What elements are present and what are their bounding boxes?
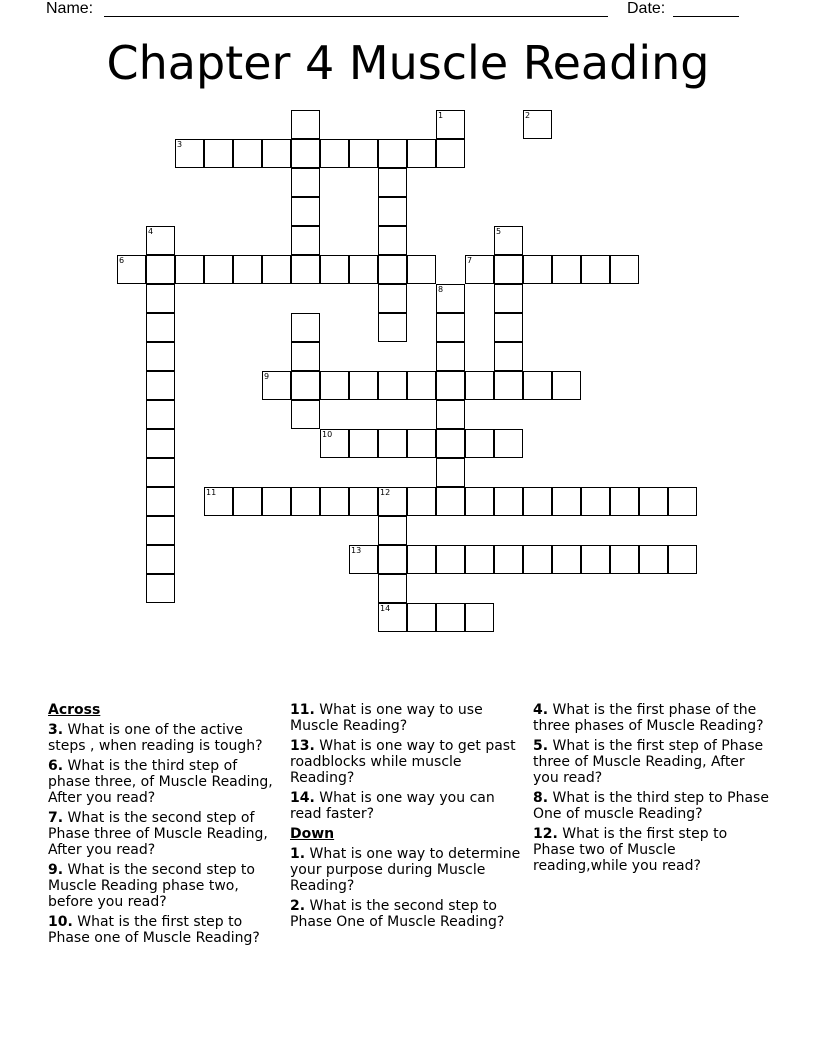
clue-number: 5 (496, 227, 502, 236)
grid-cell[interactable] (233, 139, 262, 168)
grid-cell[interactable] (494, 342, 523, 371)
clue-number: 6 (119, 256, 125, 265)
header (46, 0, 746, 20)
grid-cell[interactable] (291, 400, 320, 429)
grid-cell[interactable] (291, 197, 320, 226)
grid-cell[interactable] (407, 545, 436, 574)
grid-cell[interactable] (349, 487, 378, 516)
grid-cell[interactable] (291, 255, 320, 284)
grid-cell[interactable] (320, 371, 349, 400)
grid-cell[interactable] (204, 139, 233, 168)
clue-number: 12 (380, 488, 391, 497)
down-clue: 1. What is one way to determine your purpose during Muscle Reading? (290, 846, 521, 894)
across-clue: 6. What is the third step of phase three, of Muscle Reading, After you read? (48, 758, 273, 806)
grid-cell[interactable] (378, 255, 407, 284)
grid-cell[interactable] (494, 371, 523, 400)
grid-cell[interactable] (668, 545, 697, 574)
grid-cell[interactable] (175, 255, 204, 284)
across-clue: 9. What is the second step to Muscle Reading phase two, before you read? (48, 862, 255, 910)
grid-cell[interactable] (378, 545, 407, 574)
grid-cell[interactable] (349, 429, 378, 458)
clue-number: 4 (148, 227, 154, 236)
grid-cell[interactable] (146, 545, 175, 574)
grid-cell[interactable] (465, 545, 494, 574)
grid-cell[interactable] (436, 545, 465, 574)
clue-number: 9 (264, 372, 270, 381)
grid-cell[interactable] (494, 545, 523, 574)
grid-cell[interactable] (523, 487, 552, 516)
grid-cell[interactable] (436, 342, 465, 371)
grid-cell[interactable] (465, 255, 494, 284)
grid-cell[interactable] (320, 429, 349, 458)
grid-cell[interactable] (146, 458, 175, 487)
grid-cell[interactable] (407, 371, 436, 400)
grid-cell[interactable] (117, 255, 146, 284)
grid-cell[interactable] (233, 487, 262, 516)
clues-column-2 (290, 702, 526, 934)
grid-cell[interactable] (668, 487, 697, 516)
down-heading: Down (290, 826, 335, 842)
grid-cell[interactable] (436, 371, 465, 400)
grid-cell[interactable] (581, 255, 610, 284)
grid-cell[interactable] (378, 168, 407, 197)
grid-cell[interactable] (204, 255, 233, 284)
across-clue: 7. What is the second step of Phase three of Muscle Reading, After you read? (48, 810, 268, 858)
grid-cell[interactable] (146, 574, 175, 603)
grid-cell[interactable] (378, 284, 407, 313)
grid-cell[interactable] (320, 139, 349, 168)
grid-cell[interactable] (494, 255, 523, 284)
grid-cell[interactable] (378, 313, 407, 342)
grid-cell[interactable] (610, 255, 639, 284)
grid-cell[interactable] (552, 371, 581, 400)
grid-cell[interactable] (465, 429, 494, 458)
grid-cell[interactable] (146, 371, 175, 400)
grid-cell[interactable] (146, 313, 175, 342)
grid-cell[interactable] (349, 371, 378, 400)
grid-cell[interactable] (494, 284, 523, 313)
grid-cell[interactable] (465, 603, 494, 632)
grid-cell[interactable] (378, 197, 407, 226)
grid-cell[interactable] (552, 545, 581, 574)
clue-number: 1 (438, 111, 444, 120)
grid-cell[interactable] (175, 139, 204, 168)
clues-column-3 (533, 702, 773, 878)
clue-number: 3 (177, 140, 183, 149)
clue-number: 11 (206, 488, 217, 497)
grid-cell[interactable] (320, 255, 349, 284)
grid-cell[interactable] (407, 603, 436, 632)
grid-cell[interactable] (494, 313, 523, 342)
grid-cell[interactable] (523, 545, 552, 574)
grid-cell[interactable] (407, 139, 436, 168)
grid-cell[interactable] (262, 139, 291, 168)
clue-number: 10 (322, 430, 333, 439)
grid-cell[interactable] (436, 284, 465, 313)
name-label: Name: (46, 0, 94, 17)
grid-cell[interactable] (291, 110, 320, 139)
grid-cell[interactable] (378, 226, 407, 255)
across-clue: 3. What is one of the active steps , when reading is tough? (48, 722, 263, 754)
grid-cell[interactable] (349, 139, 378, 168)
grid-cell[interactable] (436, 139, 465, 168)
grid-cell[interactable] (581, 487, 610, 516)
grid-cell[interactable] (320, 487, 349, 516)
across-clue: 10. What is the first step to Phase one of Muscle Reading? (48, 914, 260, 946)
grid-cell[interactable] (291, 487, 320, 516)
grid-cell[interactable] (378, 603, 407, 632)
page-title: Chapter 4 Muscle Reading (106, 36, 710, 90)
grid-cell[interactable] (378, 487, 407, 516)
grid-cell[interactable] (494, 429, 523, 458)
grid-cell[interactable] (146, 487, 175, 516)
name-field[interactable] (104, 16, 608, 17)
grid-cell[interactable] (146, 226, 175, 255)
clue-number: 14 (380, 604, 391, 613)
grid-cell[interactable] (436, 429, 465, 458)
grid-cell[interactable] (291, 139, 320, 168)
down-clue: 4. What is the first phase of the three phases of Muscle Reading? (533, 702, 764, 734)
grid-cell[interactable] (407, 487, 436, 516)
grid-cell[interactable] (436, 458, 465, 487)
grid-cell[interactable] (146, 400, 175, 429)
grid-cell[interactable] (204, 487, 233, 516)
grid-cell[interactable] (436, 603, 465, 632)
grid-cell[interactable] (262, 487, 291, 516)
grid-cell[interactable] (291, 313, 320, 342)
across-clue: 14. What is one way you can read faster? (290, 790, 495, 822)
grid-cell[interactable] (146, 516, 175, 545)
down-clue: 2. What is the second step to Phase One of Muscle Reading? (290, 898, 505, 930)
grid-cell[interactable] (581, 545, 610, 574)
down-clue: 5. What is the first step of Phase three of Muscle Reading, After you read? (533, 738, 764, 786)
clue-number: 7 (467, 256, 473, 265)
grid-cell[interactable] (349, 255, 378, 284)
grid-cell[interactable] (465, 487, 494, 516)
grid-cell[interactable] (378, 429, 407, 458)
grid-cell[interactable] (291, 168, 320, 197)
grid-cell[interactable] (146, 342, 175, 371)
grid-cell[interactable] (523, 255, 552, 284)
grid-cell[interactable] (465, 371, 494, 400)
date-label: Date: (627, 0, 666, 17)
grid-cell[interactable] (610, 545, 639, 574)
grid-cell[interactable] (523, 371, 552, 400)
clues-column-1 (48, 702, 280, 950)
grid-cell[interactable] (291, 226, 320, 255)
grid-cell[interactable] (436, 487, 465, 516)
grid-cell[interactable] (233, 255, 262, 284)
clue-number: 8 (438, 285, 444, 294)
clue-number: 2 (525, 111, 531, 120)
grid-cell[interactable] (291, 342, 320, 371)
grid-cell[interactable] (262, 255, 291, 284)
grid-cell[interactable] (407, 255, 436, 284)
grid-cell[interactable] (378, 516, 407, 545)
grid-cell[interactable] (146, 284, 175, 313)
across-clue: 13. What is one way to get past roadblocks while muscle Reading? (290, 738, 516, 786)
grid-cell[interactable] (262, 371, 291, 400)
grid-cell[interactable] (407, 429, 436, 458)
grid-cell[interactable] (146, 429, 175, 458)
down-clue: 12. What is the first step to Phase two of Muscle reading,while you read? (533, 826, 728, 874)
grid-cell[interactable] (610, 487, 639, 516)
clue-number: 13 (351, 546, 362, 555)
grid-cell[interactable] (552, 255, 581, 284)
grid-cell[interactable] (378, 139, 407, 168)
across-heading: Across (48, 702, 101, 718)
grid-cell[interactable] (146, 255, 175, 284)
grid-cell[interactable] (436, 400, 465, 429)
date-field[interactable] (673, 16, 739, 17)
grid-cell[interactable] (494, 487, 523, 516)
grid-cell[interactable] (436, 110, 465, 139)
grid-cell[interactable] (639, 545, 668, 574)
grid-cell[interactable] (436, 313, 465, 342)
grid-cell[interactable] (552, 487, 581, 516)
grid-cell[interactable] (291, 371, 320, 400)
down-clue: 8. What is the third step to Phase One of muscle Reading? (533, 790, 769, 822)
grid-cell[interactable] (523, 110, 552, 139)
grid-cell[interactable] (378, 574, 407, 603)
grid-cell[interactable] (378, 371, 407, 400)
across-clue: 11. What is one way to use Muscle Reading? (290, 702, 483, 734)
grid-cell[interactable] (494, 226, 523, 255)
grid-cell[interactable] (639, 487, 668, 516)
grid-cell[interactable] (349, 545, 378, 574)
